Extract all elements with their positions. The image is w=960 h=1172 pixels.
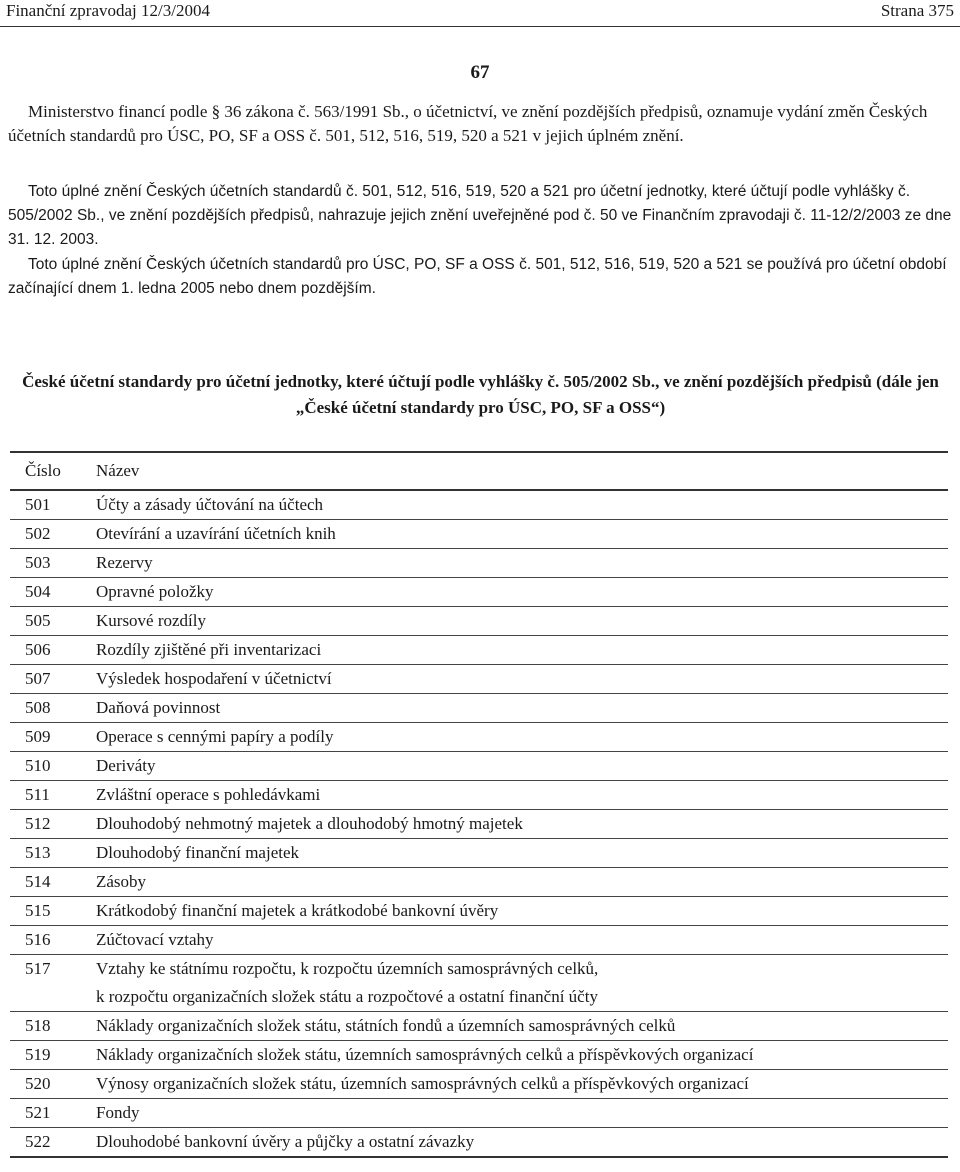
table-row <box>10 1041 948 1070</box>
row-number: 517 <box>25 959 51 978</box>
row-number: 510 <box>25 756 51 775</box>
row-number: 519 <box>25 1045 51 1064</box>
row-number: 502 <box>25 524 51 543</box>
row-name: Krátkodobý finanční majetek a krátkodobé bankovní úvěry <box>96 901 499 920</box>
row-name: Fondy <box>96 1103 140 1122</box>
row-number: 511 <box>25 785 50 804</box>
standards-table <box>10 451 948 1158</box>
table-row <box>10 897 948 926</box>
table-row <box>10 578 948 607</box>
row-number: 508 <box>25 698 51 717</box>
row-number: 516 <box>25 930 51 949</box>
row-name: Zásoby <box>96 872 147 891</box>
row-name: Daňová povinnost <box>96 698 221 717</box>
page-label: Strana 375 <box>880 1 954 20</box>
table-row <box>10 607 948 636</box>
row-number: 503 <box>25 553 51 572</box>
row-number: 509 <box>25 727 51 746</box>
row-name <box>96 955 948 1011</box>
replacement-paragraph: Toto úplné znění Českých účetních standardů č. 501, 512, 516, 519, 520 a 521 pro účetní jednotky, které účtují podle vyhlášky č. 505/2002 Sb., ve znění pozdějších předpisů, nahrazuje jejich znění uveřejněné pod č. 50 ve Finančním zpravodaji č. 11-12/2/2003 ze dne 31. 12. 2003. <box>8 183 952 248</box>
row-number: 515 <box>25 901 51 920</box>
table-row <box>10 1099 948 1128</box>
table-row <box>10 810 948 839</box>
row-number: 522 <box>25 1132 51 1151</box>
row-number: 507 <box>25 669 51 688</box>
row-name: Výsledek hospodaření v účetnictví <box>96 669 332 688</box>
table-row <box>10 1128 948 1156</box>
row-name: Rezervy <box>96 553 153 572</box>
row-number: 501 <box>25 495 51 514</box>
table-row <box>10 781 948 810</box>
column-header-number: Číslo <box>25 461 61 480</box>
table-row <box>10 636 948 665</box>
row-name: Dlouhodobé bankovní úvěry a půjčky a ostatní závazky <box>96 1132 475 1151</box>
row-name: Zvláštní operace s pohledávkami <box>96 785 321 804</box>
table-row <box>10 1012 948 1041</box>
table-row <box>10 926 948 955</box>
row-name: Výnosy organizačních složek státu, územních samosprávných celků a příspěvkových organizací <box>96 1074 749 1093</box>
table-header <box>10 453 948 491</box>
row-number: 504 <box>25 582 51 601</box>
document-number: 67 <box>470 62 490 83</box>
row-name: Deriváty <box>96 756 156 775</box>
row-name: Účty a zásady účtování na účtech <box>96 495 324 514</box>
row-name: Rozdíly zjištěné při inventarizaci <box>96 640 322 659</box>
table-row <box>10 723 948 752</box>
row-number: 513 <box>25 843 51 862</box>
page-header <box>0 0 960 27</box>
effective-date-paragraph: Toto úplné znění Českých účetních standardů pro ÚSC, PO, SF a OSS č. 501, 512, 516, 519, 520 a 521 se používá pro účetní období začínající dnem 1. ledna 2005 nebo dnem pozdějším. <box>8 256 947 297</box>
row-number: 512 <box>25 814 51 833</box>
intro-paragraph: Ministerstvo financí podle § 36 zákona č. 563/1991 Sb., o účetnictví, ve znění pozdějších předpisů, oznamuje vydání změn Českých účetních standardů pro ÚSC, PO, SF a OSS č. 501, 512, 516, 519, 520 a 521 v jejich úplném znění. <box>8 102 928 145</box>
row-name: Náklady organizačních složek státu, státních fondů a územních samosprávných celků <box>96 1016 676 1035</box>
table-row <box>10 491 948 520</box>
table-row <box>10 520 948 549</box>
publication-title: Finanční zpravodaj 12/3/2004 <box>6 1 210 20</box>
table-row <box>10 1070 948 1099</box>
row-name: Náklady organizačních složek státu, územních samosprávných celků a příspěvkových organizací <box>96 1045 754 1064</box>
table-row <box>10 665 948 694</box>
row-name-line-2: k rozpočtu organizačních složek státu a rozpočtové a ostatní finanční účty <box>96 987 598 1006</box>
row-name: Operace s cennými papíry a podíly <box>96 727 334 746</box>
row-name: Opravné položky <box>96 582 214 601</box>
row-number: 514 <box>25 872 51 891</box>
standards-heading: České účetní standardy pro účetní jednotky, které účtují podle vyhlášky č. 505/2002 Sb., ve znění pozdějších předpisů (dále jen „České účetní standardy pro ÚSC, PO, SF a OSS“) <box>22 372 939 417</box>
table-row <box>10 955 948 1012</box>
table-row <box>10 694 948 723</box>
table-row <box>10 549 948 578</box>
row-number: 518 <box>25 1016 51 1035</box>
table-row <box>10 839 948 868</box>
row-number: 505 <box>25 611 51 630</box>
row-name: Otevírání a uzavírání účetních knih <box>96 524 336 543</box>
table-row <box>10 868 948 897</box>
row-name: Zúčtovací vztahy <box>96 930 214 949</box>
row-name: Dlouhodobý nehmotný majetek a dlouhodobý hmotný majetek <box>96 814 523 833</box>
row-name: Kursové rozdíly <box>96 611 207 630</box>
row-number: 520 <box>25 1074 51 1093</box>
row-name: Dlouhodobý finanční majetek <box>96 843 300 862</box>
table-row <box>10 752 948 781</box>
row-number: 521 <box>25 1103 51 1122</box>
row-name-line-1: Vztahy ke státnímu rozpočtu, k rozpočtu územních samosprávných celků, <box>96 959 599 978</box>
row-number: 506 <box>25 640 51 659</box>
column-header-name: Název <box>96 461 140 480</box>
